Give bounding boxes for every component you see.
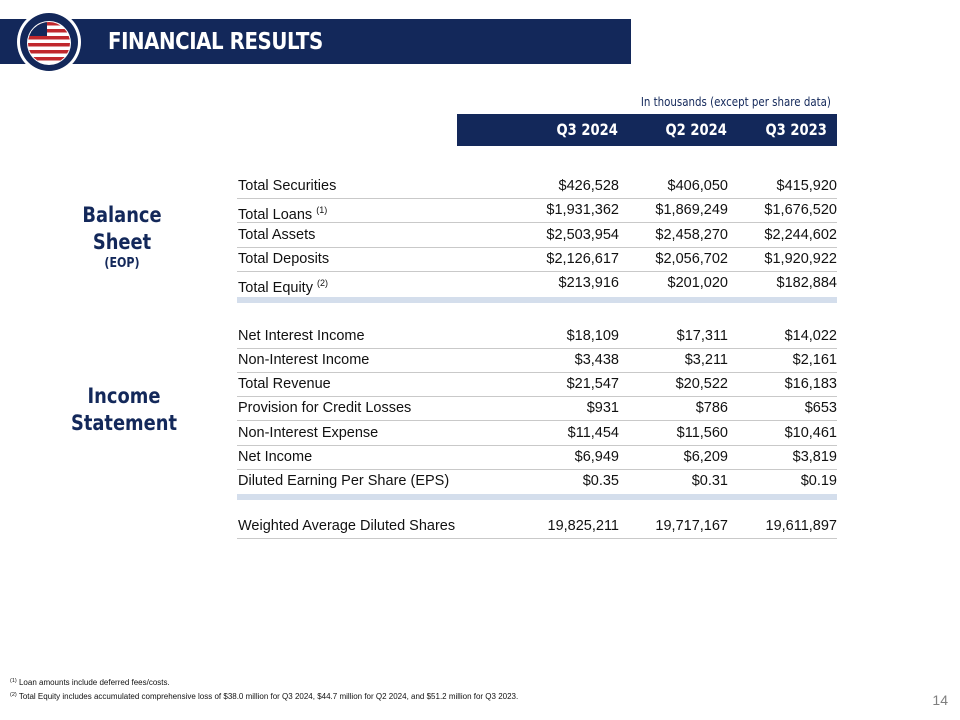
cell-value: $1,920,922 [764, 251, 837, 267]
row-label: Total Assets [238, 227, 316, 243]
cell-value: $3,819 [792, 449, 837, 465]
row-label: Non-Interest Income [238, 352, 370, 368]
table-row [237, 272, 837, 295]
table-row [237, 515, 837, 539]
cell-value: $18,109 [566, 328, 619, 344]
table-row [237, 373, 837, 397]
row-label: Total Loans $^{(1)}$ [238, 205, 328, 223]
cell-value: $406,050 [667, 178, 728, 194]
section-title-line: Statement [70, 411, 178, 435]
cell-value: $2,503,954 [546, 227, 619, 243]
table-row [237, 349, 837, 373]
column-header-q3-2023: Q3 2023 [765, 120, 827, 139]
table-row [237, 224, 837, 248]
row-label: Provision for Credit Losses [238, 400, 412, 416]
cell-value: $2,244,602 [764, 227, 837, 243]
row-label: Total Securities [238, 178, 337, 194]
footnote-marker: (1) [10, 678, 17, 684]
row-label: Non-Interest Expense [238, 425, 379, 441]
cell-value: $1,869,249 [655, 202, 728, 218]
cell-value: $16,183 [784, 376, 837, 392]
cell-value: $0.19 [800, 473, 837, 489]
cell-value: $17,311 [676, 328, 728, 344]
company-logo [17, 10, 81, 74]
section-divider [237, 494, 837, 500]
row-label: Total Deposits [238, 251, 330, 267]
cell-value: $415,920 [776, 178, 837, 194]
row-label: Weighted Average Diluted Shares [238, 518, 456, 534]
cell-value: $14,022 [784, 328, 837, 344]
cell-value: $213,916 [558, 275, 619, 291]
section-title-line: Sheet [92, 230, 152, 254]
table-row [237, 397, 837, 421]
page-title: FINANCIAL RESULTS [108, 29, 323, 55]
section-label-balance-sheet [62, 202, 182, 272]
cell-value: $6,949 [574, 449, 619, 465]
cell-value: 19,717,167 [655, 518, 728, 534]
cell-value: $182,884 [776, 275, 837, 291]
footnote: $^{(2)}$ Total Equity includes accumulated comprehensive loss of $38.0 million for Q3 2024, $44.7 million for Q2 2024, and $51.2 million for Q3 2023. [10, 692, 519, 701]
table-row [237, 248, 837, 272]
section-divider [237, 297, 837, 303]
cell-value: $1,931,362 [546, 202, 619, 218]
cell-value: $21,547 [566, 376, 619, 392]
cell-value: $3,211 [684, 352, 728, 368]
table-row [237, 446, 837, 470]
cell-value: $11,560 [676, 425, 728, 441]
cell-value: 19,611,897 [765, 518, 837, 534]
footnote-marker: (2) [317, 278, 328, 288]
row-label: Net Interest Income [238, 328, 365, 344]
cell-value: $3,438 [574, 352, 619, 368]
row-label: Total Revenue [238, 376, 331, 392]
cell-value: $201,020 [667, 275, 728, 291]
table-row [237, 470, 837, 493]
cell-value: $2,056,702 [655, 251, 728, 267]
cell-value: $2,458,270 [655, 227, 728, 243]
cell-value: $653 [804, 400, 837, 416]
header-bar [0, 19, 631, 64]
cell-value: $2,126,617 [546, 251, 619, 267]
section-subtitle: (EOP) [104, 256, 140, 271]
row-label: Net Income [238, 449, 313, 465]
section-label-income-statement [59, 383, 189, 437]
cell-value: $6,209 [683, 449, 728, 465]
cell-value: $0.31 [691, 473, 728, 489]
section-title-line: Income [87, 384, 161, 408]
cell-value: $786 [695, 400, 728, 416]
footnote: $^{(1)}$ Loan amounts include deferred fees/costs. [10, 678, 170, 687]
table-row [237, 422, 837, 446]
row-label: Total Equity $^{(2)}$ [238, 278, 328, 296]
units-note: In thousands (except per share data) [640, 94, 831, 109]
row-label: Diluted Earning Per Share (EPS) [238, 473, 450, 489]
table-row [237, 199, 837, 223]
cell-value: $20,522 [675, 376, 728, 392]
column-header-q3-2024: Q3 2024 [556, 120, 618, 139]
page-number: 14 [932, 692, 948, 708]
table-row [237, 175, 837, 199]
cell-value: $931 [586, 400, 619, 416]
cell-value: $11,454 [567, 425, 619, 441]
cell-value: $2,161 [792, 352, 837, 368]
flag-logo-icon [17, 10, 81, 74]
cell-value: $1,676,520 [764, 202, 837, 218]
cell-value: 19,825,211 [547, 518, 619, 534]
cell-value: $0.35 [582, 473, 619, 489]
column-header-q2-2024: Q2 2024 [665, 120, 727, 139]
section-title-line: Balance [82, 203, 162, 227]
table-row [237, 325, 837, 349]
footnote-marker: (1) [316, 205, 328, 215]
footnote-marker: (2) [10, 692, 17, 698]
cell-value: $10,461 [784, 425, 837, 441]
footnotes [10, 675, 518, 703]
cell-value: $426,528 [558, 178, 619, 194]
column-header-bar [457, 114, 837, 146]
